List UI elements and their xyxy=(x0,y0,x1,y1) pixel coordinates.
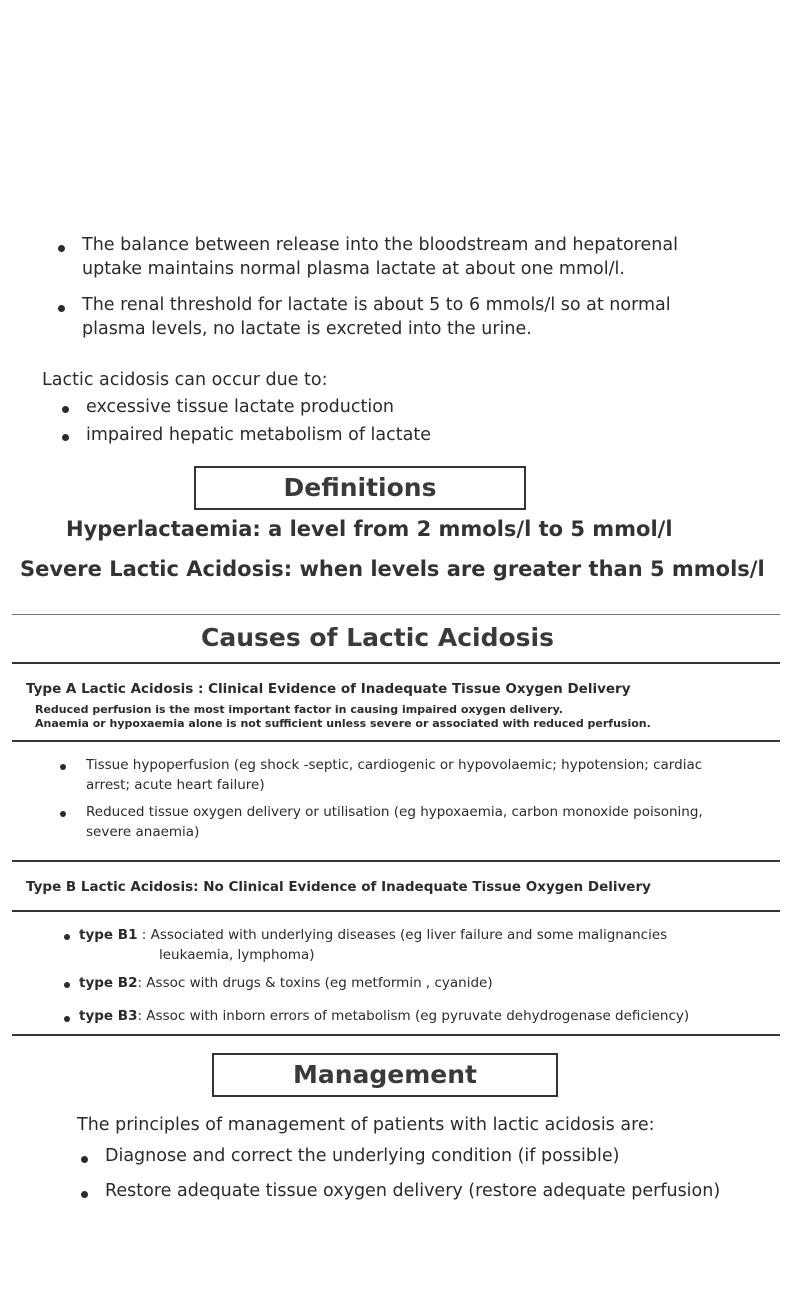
divider xyxy=(12,1034,780,1036)
intro-bullet-1: The balance between release into the bloodstream and hepatorenal uptake maintains normal plasma lactate at about one mmol/l. xyxy=(82,235,678,279)
causes-heading: Causes of Lactic Acidosis xyxy=(201,623,554,652)
type-a-note-2: Anaemia or hypoxaemia alone is not sufficient unless severe or associated with reduced perfusion. xyxy=(35,717,651,730)
bullet-icon xyxy=(60,811,66,817)
divider xyxy=(12,614,780,615)
bullet-icon xyxy=(64,1016,70,1022)
lactic-cause-item: impaired hepatic metabolism of lactate xyxy=(86,425,431,445)
type-a-item: Reduced tissue oxygen delivery or utilisation (eg hypoxaemia, carbon monoxide poisoning, severe anaemia) xyxy=(86,804,703,840)
divider xyxy=(12,910,780,912)
type-a-note-1: Reduced perfusion is the most important factor in causing impaired oxygen delivery. xyxy=(35,703,563,716)
bullet-icon xyxy=(62,406,69,413)
intro-bullet-2: The renal threshold for lactate is about 5 to 6 mmols/l so at normal plasma levels, no lactate is excreted into the urine. xyxy=(82,295,671,339)
bullet-icon xyxy=(64,934,70,940)
bullet-icon xyxy=(58,245,65,252)
bullet-icon xyxy=(58,305,65,312)
divider xyxy=(12,740,780,742)
management-item: Diagnose and correct the underlying condition (if possible) xyxy=(105,1146,620,1166)
type-b-item: type B1 : Associated with underlying diseases (eg liver failure and some malignancies leukaemia, lymphoma) xyxy=(79,927,668,963)
bullet-icon xyxy=(81,1156,88,1163)
bullet-icon xyxy=(60,764,66,770)
bullet-icon xyxy=(64,982,70,988)
lactic-intro: Lactic acidosis can occur due to: xyxy=(42,370,328,390)
management-item: Restore adequate tissue oxygen delivery (restore adequate perfusion) xyxy=(105,1181,721,1201)
divider xyxy=(12,662,780,664)
bullet-icon xyxy=(62,434,69,441)
bullet-icon xyxy=(81,1191,88,1198)
type-b-item: type B3: Assoc with inborn errors of metabolism (eg pyruvate dehydrogenase deficiency) xyxy=(79,1008,690,1024)
management-intro: The principles of management of patients with lactic acidosis are: xyxy=(77,1115,655,1135)
type-b-item: type B2: Assoc with drugs & toxins (eg metformin , cyanide) xyxy=(79,975,493,991)
divider xyxy=(12,860,780,862)
hyperlactaemia-definition: Hyperlactaemia: a level from 2 mmols/l to 5 mmol/l xyxy=(66,517,673,541)
definitions-heading: Definitions xyxy=(194,466,526,510)
management-heading: Management xyxy=(212,1053,558,1097)
lactic-cause-item: excessive tissue lactate production xyxy=(86,397,395,417)
type-b-title: Type B Lactic Acidosis: No Clinical Evidence of Inadequate Tissue Oxygen Delivery xyxy=(26,879,651,895)
type-a-item: Tissue hypoperfusion (eg shock -septic, cardiogenic or hypovolaemic; hypotension; cardiac arrest; acute heart failure) xyxy=(86,757,703,793)
type-a-title: Type A Lactic Acidosis : Clinical Evidence of Inadequate Tissue Oxygen Delivery xyxy=(26,681,631,697)
severe-acidosis-definition: Severe Lactic Acidosis: when levels are greater than 5 mmols/l xyxy=(20,557,765,581)
